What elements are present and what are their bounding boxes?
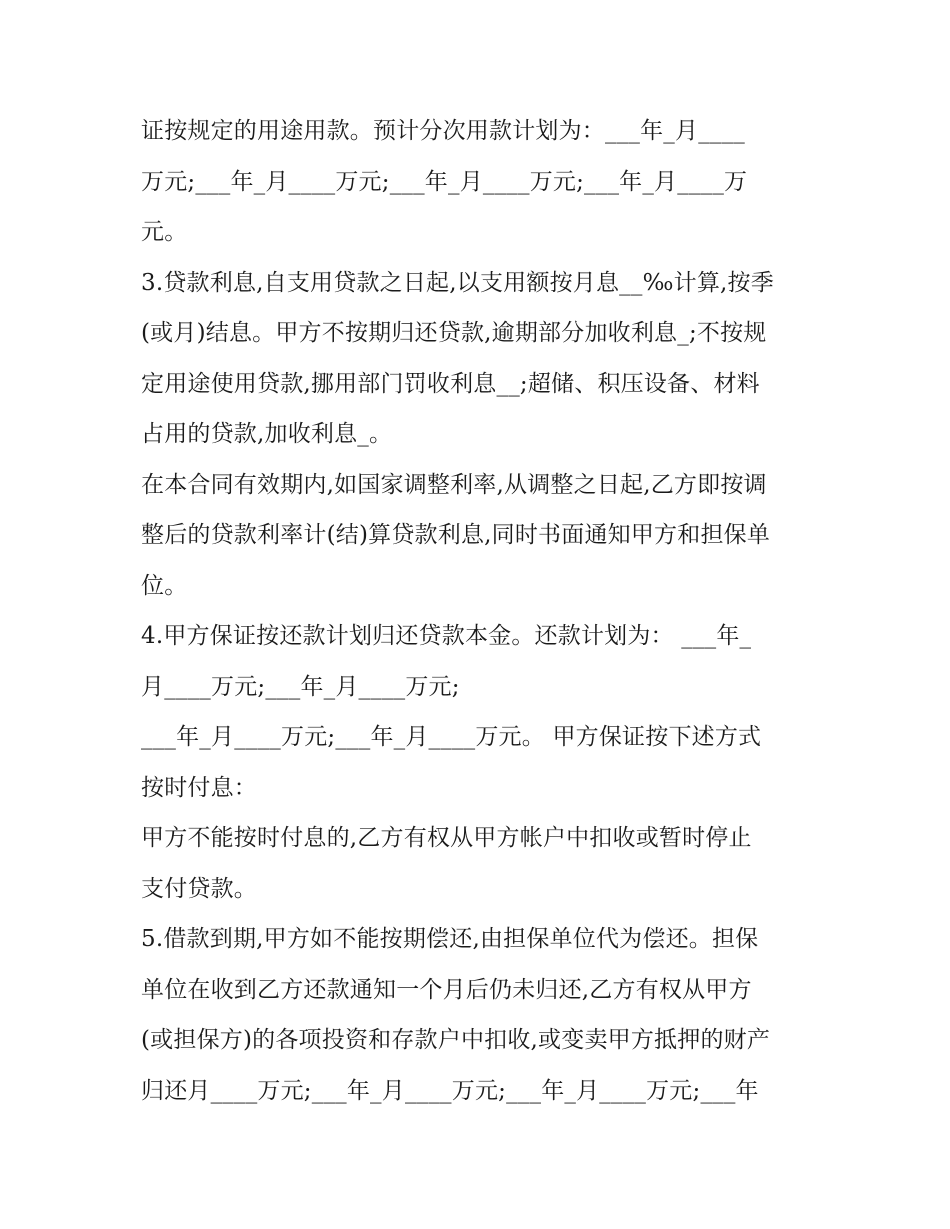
text-line: 甲方不能按时付息的,乙方有权从甲方帐户中扣收或暂时停止	[141, 825, 752, 851]
text-line: 单位在收到乙方还款通知一个月后仍未归还,乙方有权从甲方	[141, 976, 752, 1003]
text-line: 归还月____万元;___年_月____万元;___年_月____万元;___年	[141, 1077, 759, 1104]
text-line: 元。	[141, 219, 188, 245]
text-line: 3.贷款利息,自支用贷款之日起,以支用额按月息__‰计算,按季	[141, 269, 774, 296]
text-line: 整后的贷款利率计(结)算贷款利息,同时书面通知甲方和担保单	[141, 522, 771, 548]
text-line: 按时付息：	[141, 774, 257, 801]
contract-body	[141, 106, 821, 1116]
text-line: 位。	[141, 572, 188, 599]
text-line: 月____万元;___年_月____万元;	[141, 673, 460, 700]
text-line: (或担保方)的各项投资和存款户中扣收,或变卖甲方抵押的财产	[141, 1027, 771, 1053]
text-line: 5.借款到期,甲方如不能按期偿还,由担保单位代为偿还。担保	[141, 926, 759, 952]
text-line: 4.甲方保证按还款计划归还贷款本金。还款计划为： ___年_	[141, 623, 752, 649]
text-line: 支付贷款。	[141, 875, 257, 902]
text-line: 万元;___年_月____万元;___年_月____万元;___年_月____万	[141, 168, 748, 195]
text-line: 定用途使用贷款,挪用部门罚收利息__;超储、积压设备、材料	[141, 370, 760, 397]
text-line: 占用的贷款,加收利息_。	[141, 421, 393, 447]
text-line: ___年_月____万元;___年_月____万元。 甲方保证按下述方式	[141, 724, 762, 750]
text-line: 证按规定的用途用款。预计分次用款计划为：___年_月____	[141, 118, 745, 144]
text-line: 在本合同有效期内,如国家调整利率,从调整之日起,乙方即按调	[141, 471, 767, 498]
text-line: (或月)结息。甲方不按期归还贷款,逾期部分加收利息_;不按规	[141, 320, 767, 346]
